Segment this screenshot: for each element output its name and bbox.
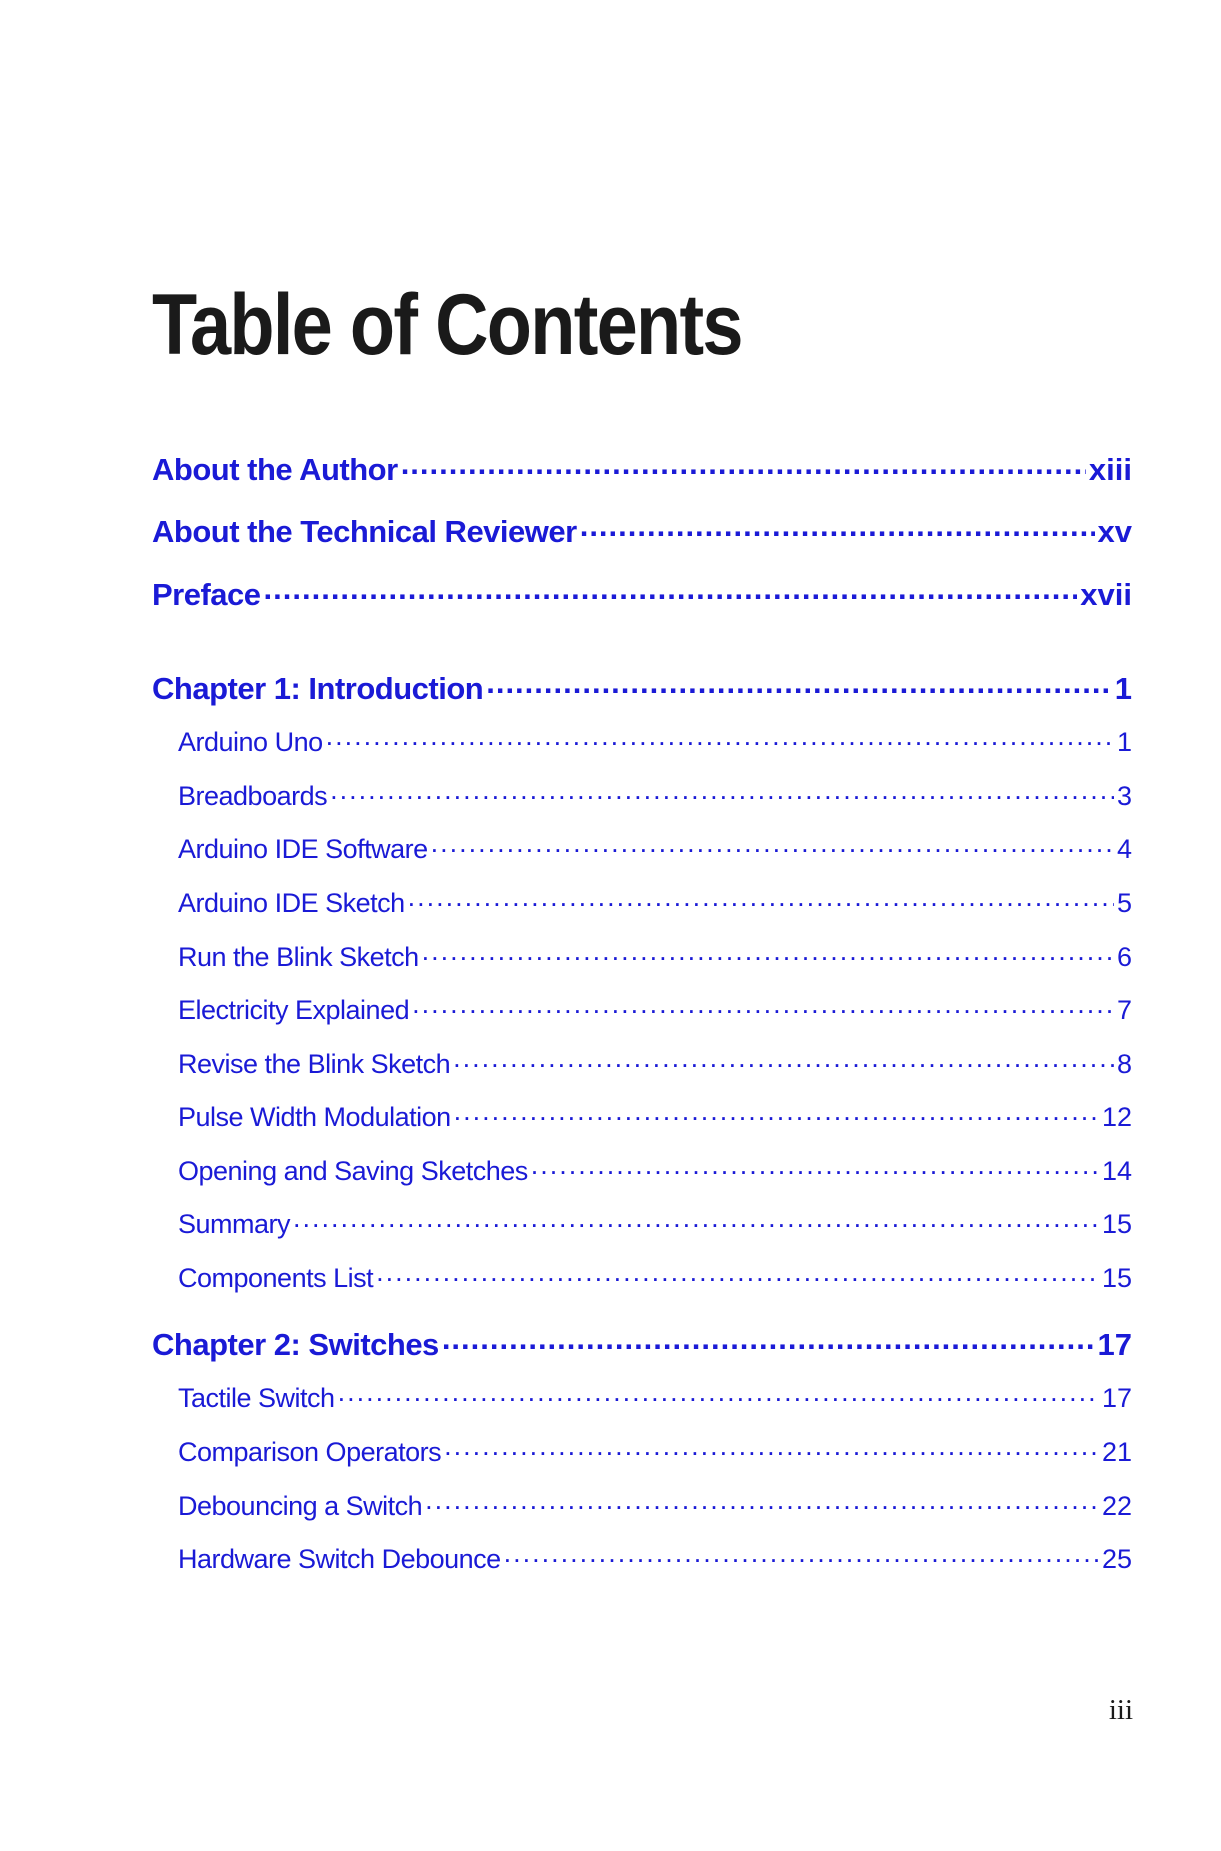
dot-leader	[408, 885, 1114, 912]
toc-entry-page: 17	[1097, 1327, 1132, 1362]
dot-leader	[422, 939, 1114, 966]
toc-entry-page: xv	[1097, 514, 1132, 549]
toc-entry-label: Preface	[152, 577, 261, 612]
toc-entry-page: 4	[1116, 834, 1132, 864]
toc-entry-label: Breadboards	[178, 781, 328, 811]
dot-leader	[444, 1434, 1099, 1461]
toc-entry-arduino-ide-sketch[interactable]	[178, 885, 1132, 921]
toc-entry-label: About the Author	[152, 452, 398, 487]
toc-entry-page: xvii	[1080, 577, 1132, 612]
toc-entry-label: Run the Blink Sketch	[178, 942, 419, 972]
toc-entry-page: 22	[1101, 1491, 1132, 1521]
toc-entry-page: 12	[1101, 1102, 1132, 1132]
toc-entry-pulse-width-modulation[interactable]	[178, 1099, 1132, 1135]
toc-entry-label: Summary	[178, 1209, 291, 1239]
toc-entry-page: 17	[1101, 1383, 1132, 1413]
toc-entry-label: Hardware Switch Debounce	[178, 1544, 501, 1574]
toc-entry-page: 14	[1101, 1156, 1132, 1186]
toc-entry-label: Arduino Uno	[178, 727, 323, 757]
toc-entry-label: Revise the Blink Sketch	[178, 1049, 451, 1079]
dot-leader	[442, 1324, 1095, 1355]
page-title: Table of Contents	[152, 277, 742, 373]
toc-entry-preface[interactable]	[152, 574, 1132, 614]
toc-entry-page: 1	[1116, 727, 1132, 757]
toc-entry-chapter-2[interactable]	[152, 1324, 1132, 1364]
toc-entry-hardware-switch-debounce[interactable]	[178, 1541, 1132, 1577]
toc-entry-label: Components List	[178, 1263, 374, 1293]
toc-entry-tactile-switch[interactable]	[178, 1380, 1132, 1416]
toc-entry-label: Pulse Width Modulation	[178, 1102, 451, 1132]
toc-entry-breadboards[interactable]	[178, 778, 1132, 814]
page-number: iii	[1108, 1694, 1133, 1726]
dot-leader	[486, 668, 1112, 699]
toc-entry-page: 1	[1114, 671, 1132, 706]
dot-leader	[293, 1206, 1099, 1233]
toc-entry-page: 6	[1116, 942, 1132, 972]
toc-entry-about-the-author[interactable]	[152, 449, 1132, 489]
toc-entry-debouncing-a-switch[interactable]	[178, 1488, 1132, 1524]
toc-entry-page: 5	[1116, 888, 1132, 918]
dot-leader	[580, 511, 1095, 542]
toc-entry-comparison-operators[interactable]	[178, 1434, 1132, 1470]
toc-entry-page: 15	[1101, 1209, 1132, 1239]
dot-leader	[454, 1099, 1099, 1126]
toc-entry-label: Chapter 1: Introduction	[152, 671, 484, 706]
toc-entry-electricity-explained[interactable]	[178, 992, 1132, 1028]
dot-leader	[330, 778, 1114, 805]
toc-entry-components-list[interactable]	[178, 1260, 1132, 1296]
toc-entry-label: Comparison Operators	[178, 1437, 442, 1467]
toc-entry-label: About the Technical Reviewer	[152, 514, 577, 549]
dot-leader	[531, 1153, 1099, 1180]
toc-entry-arduino-ide-software[interactable]	[178, 831, 1132, 867]
dot-leader	[264, 574, 1078, 605]
toc-entry-about-the-technical-reviewer[interactable]	[152, 511, 1132, 551]
dot-leader	[412, 992, 1114, 1019]
toc-entry-page: xiii	[1088, 452, 1132, 487]
toc-entry-label: Electricity Explained	[178, 995, 410, 1025]
dot-leader	[401, 449, 1086, 480]
toc-entry-run-the-blink-sketch[interactable]	[178, 939, 1132, 975]
toc-entry-revise-the-blink-sketch[interactable]	[178, 1046, 1132, 1082]
dot-leader	[425, 1488, 1099, 1515]
dot-leader	[376, 1260, 1099, 1287]
dot-leader	[453, 1046, 1114, 1073]
toc-entry-page: 25	[1101, 1544, 1132, 1574]
toc-entry-label: Debouncing a Switch	[178, 1491, 423, 1521]
toc-entry-arduino-uno[interactable]	[178, 724, 1132, 760]
toc-entry-page: 15	[1101, 1263, 1132, 1293]
toc-entry-chapter-1[interactable]	[152, 668, 1132, 708]
toc-entry-opening-and-saving-sketches[interactable]	[178, 1153, 1132, 1189]
toc-entry-label: Chapter 2: Switches	[152, 1327, 439, 1362]
toc-entry-label: Opening and Saving Sketches	[178, 1156, 528, 1186]
toc-entry-label: Tactile Switch	[178, 1383, 335, 1413]
toc-entry-label: Arduino IDE Software	[178, 834, 428, 864]
toc-entry-page: 7	[1116, 995, 1132, 1025]
dot-leader	[431, 831, 1114, 858]
toc-entry-summary[interactable]	[178, 1206, 1132, 1242]
toc-entry-page: 21	[1101, 1437, 1132, 1467]
dot-leader	[338, 1380, 1099, 1407]
toc-entry-page: 3	[1116, 781, 1132, 811]
toc-entry-label: Arduino IDE Sketch	[178, 888, 405, 918]
toc-entry-page: 8	[1116, 1049, 1132, 1079]
dot-leader	[326, 724, 1114, 751]
dot-leader	[504, 1541, 1099, 1568]
